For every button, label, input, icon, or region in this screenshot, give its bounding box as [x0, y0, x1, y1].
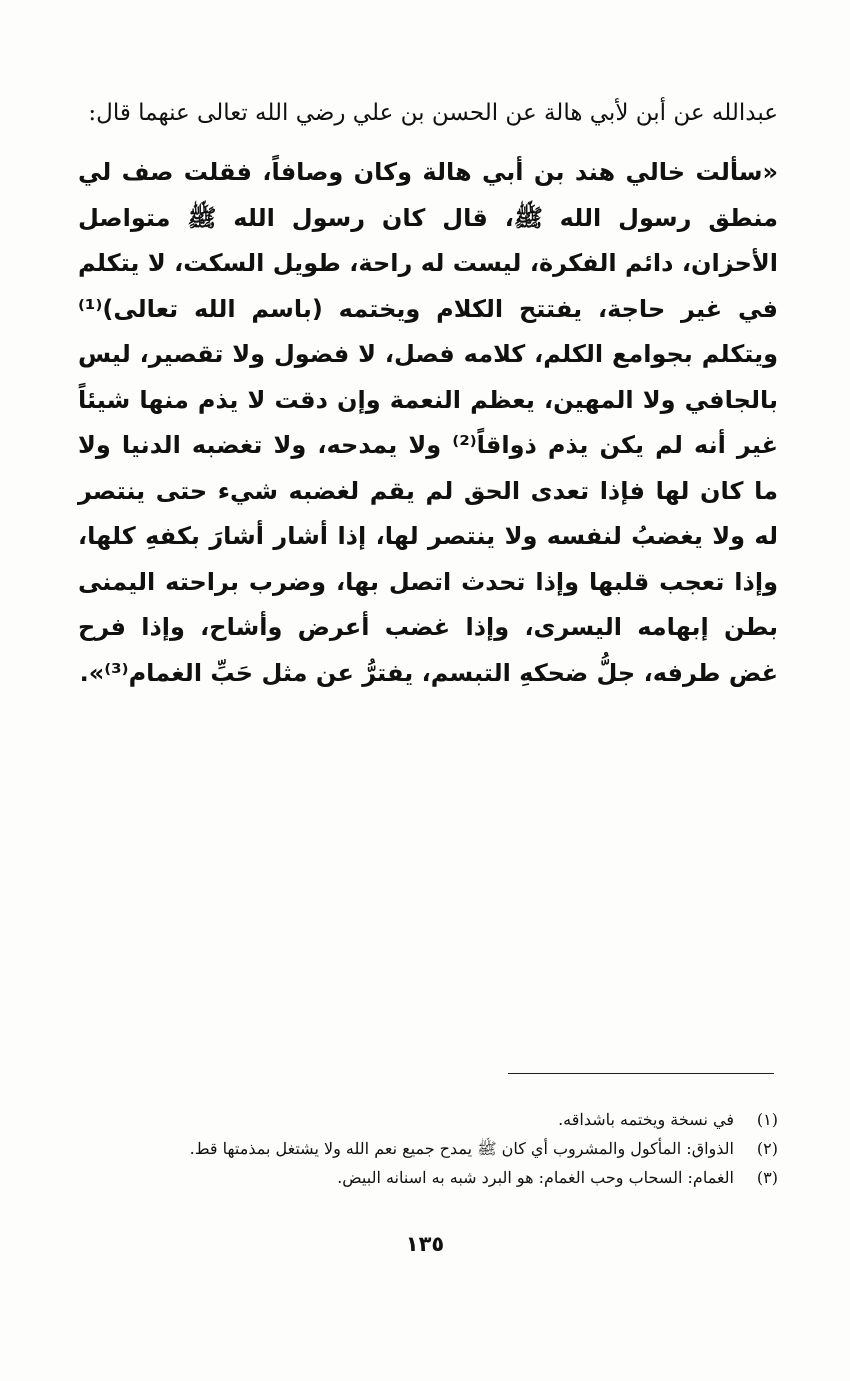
footnotes-section — [78, 1105, 778, 1192]
footnote-separator — [508, 1073, 774, 1074]
footnote-number: (١) — [756, 1110, 778, 1129]
footnote-text: الذواق: المأكول والمشروب أي كان ﷺ يمدح جميع نعم الله ولا يشتغل بمذمتها قط. — [189, 1139, 734, 1158]
footnote-1 — [78, 1105, 778, 1134]
intro-line: عبدالله عن أبن لأبي هالة عن الحسن بن علي رضي الله تعالى عنهما قال: — [88, 100, 778, 126]
footnote-text: الغمام: السحاب وحب الغمام: هو البرد شبه به اسنانه البيض. — [337, 1168, 734, 1187]
footnote-text: في نسخة ويختمه باشداقه. — [558, 1110, 734, 1129]
footnote-number: (٣) — [756, 1168, 778, 1187]
page-number: ١٣٥ — [405, 1232, 445, 1256]
footnote-2 — [78, 1134, 778, 1163]
hadith-quote-paragraph: «سألت خالي هند بن أبي هالة وكان وصافاً، فقلت صف لي منطق رسول الله ﷺ، قال كان رسول الله ﷺ متواصل الأحزان، دائم الفكرة، ليست له راحة، طويل السكت، لا يتكلم في غير حاجة، يفتتح الكلام ويختمه (باسم الله تعالى)⁽¹⁾ ويتكلم بجوامع الكلم، كلامه فصل، لا فضول ولا تقصير، ليس بالجافي ولا المهين، يعظم النعمة وإن دقت لا يذم منها شيئاً غير أنه لم يكن يذم ذواقاً⁽²⁾ ولا يمدحه، ولا تغضبه الدنيا ولا ما كان لها فإذا تعدى الحق لم يقم لغضبه شيء حتى ينتصر له ولا يغضبُ لنفسه ولا ينتصر لها، إذا أشار أشارَ بكفهِ كلها، وإذا تعجب قلبها وإذا تحدث اتصل بها، وضرب براحته اليمنى بطن إبهامه اليسرى، وإذا غضب أعرض وأشاح، وإذا فرح غض طرفه، جلُّ ضحكهِ التبسم، يفترُّ عن مثل حَبِّ الغمام⁽³⁾». — [78, 158, 779, 687]
footnote-3 — [78, 1163, 778, 1192]
footnote-number: (٢) — [756, 1139, 778, 1158]
